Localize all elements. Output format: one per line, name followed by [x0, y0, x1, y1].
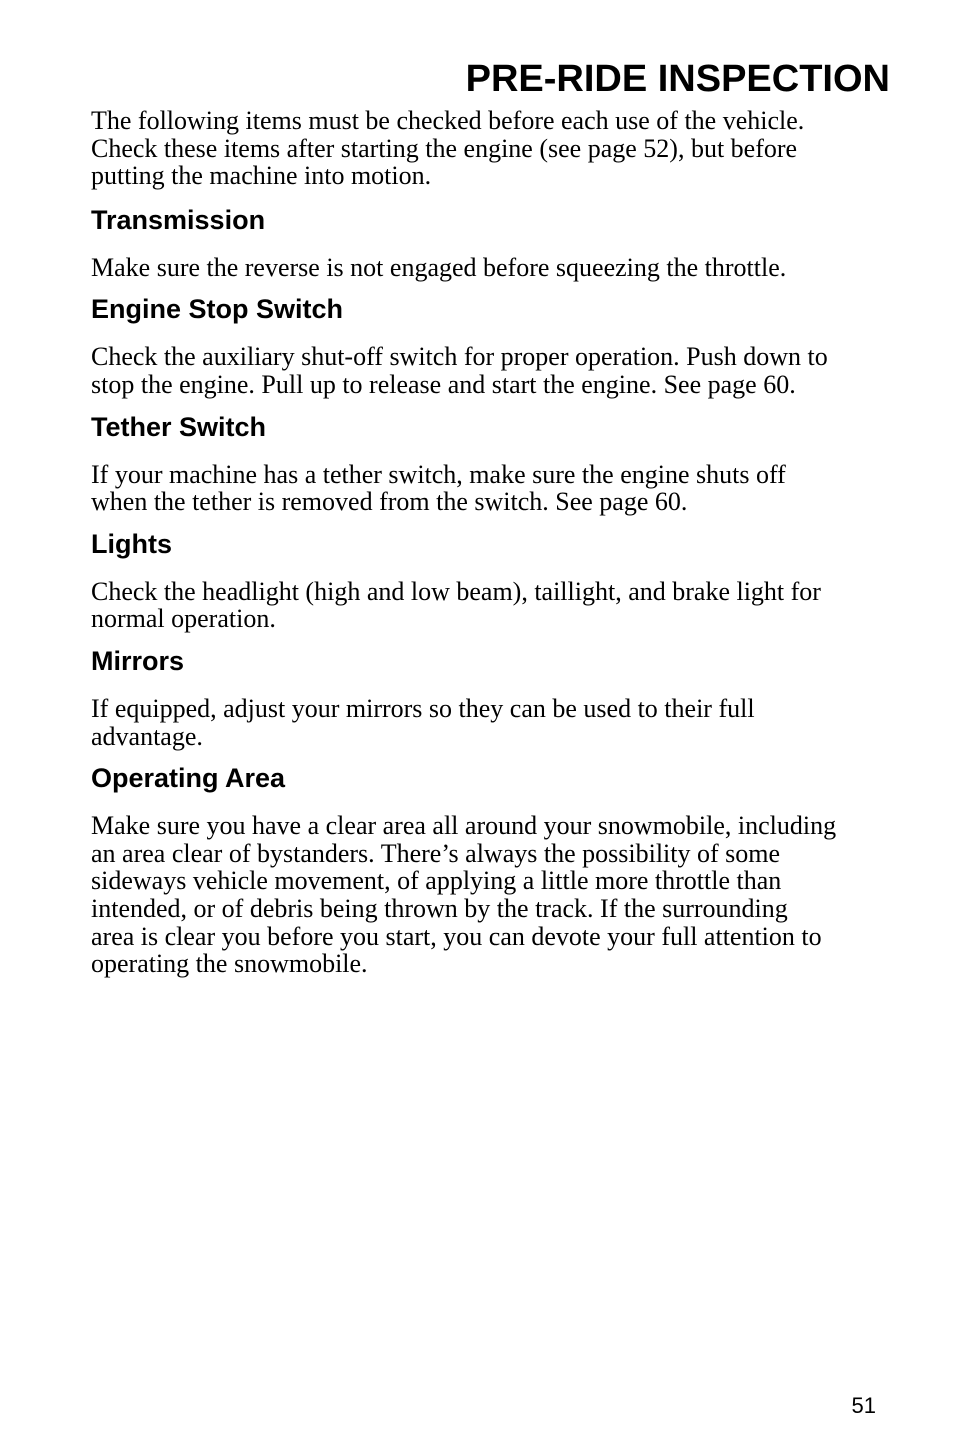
body-line: Make sure the reverse is not engaged before squeezing the throttle.	[91, 252, 787, 282]
section-heading: Transmission	[91, 204, 266, 235]
section-operating-area	[91, 762, 901, 978]
body-line: intended, or of debris being thrown by the track. If the surrounding	[91, 893, 788, 923]
section-heading: Engine Stop Switch	[91, 294, 344, 325]
body-line: stop the engine. Pull up to release and start the engine. See page 60.	[91, 369, 796, 399]
section-engine-stop-switch	[91, 293, 901, 398]
intro-line: The following items must be checked before each use of the vehicle.	[91, 106, 805, 135]
section-body	[91, 343, 901, 398]
section-body	[91, 695, 901, 750]
intro-line: putting the machine into motion.	[91, 161, 432, 191]
body-line: Check the auxiliary shut-off switch for proper operation. Push down to	[91, 342, 828, 372]
section-heading: Mirrors	[91, 645, 185, 676]
body-line: normal operation.	[91, 604, 276, 634]
intro-line: Check these items after starting the engine (see page 52), but before	[91, 133, 798, 163]
section-heading: Operating Area	[91, 763, 286, 794]
section-lights	[91, 528, 901, 633]
section-body	[91, 812, 901, 978]
body-line: sideways vehicle movement, of applying a little more throttle than	[91, 866, 782, 896]
body-line: Check the headlight (high and low beam), taillight, and brake light for	[91, 576, 821, 606]
section-body	[91, 254, 901, 282]
section-mirrors	[91, 645, 901, 750]
body-line: Make sure you have a clear area all around your snowmobile, including	[91, 811, 837, 841]
body-line: an area clear of bystanders. There’s always the possibility of some	[91, 838, 781, 868]
page-title: PRE-RIDE INSPECTION	[465, 58, 890, 100]
section-body	[91, 461, 901, 516]
body-line: area is clear you before you start, you can devote your full attention to	[91, 921, 822, 951]
body-line: advantage.	[91, 721, 203, 751]
body-line: when the tether is removed from the switch. See page 60.	[91, 487, 688, 517]
section-heading: Lights	[91, 528, 172, 559]
section-transmission	[91, 204, 901, 282]
intro-paragraph	[91, 107, 901, 190]
page-content	[91, 107, 901, 990]
section-body	[91, 578, 901, 633]
body-line: If your machine has a tether switch, make sure the engine shuts off	[91, 459, 786, 489]
page-number: 51	[851, 1393, 876, 1418]
body-line: If equipped, adjust your mirrors so they can be used to their full	[91, 693, 755, 723]
section-heading: Tether Switch	[91, 411, 267, 442]
body-line: operating the snowmobile.	[91, 949, 368, 979]
section-tether-switch	[91, 411, 901, 516]
